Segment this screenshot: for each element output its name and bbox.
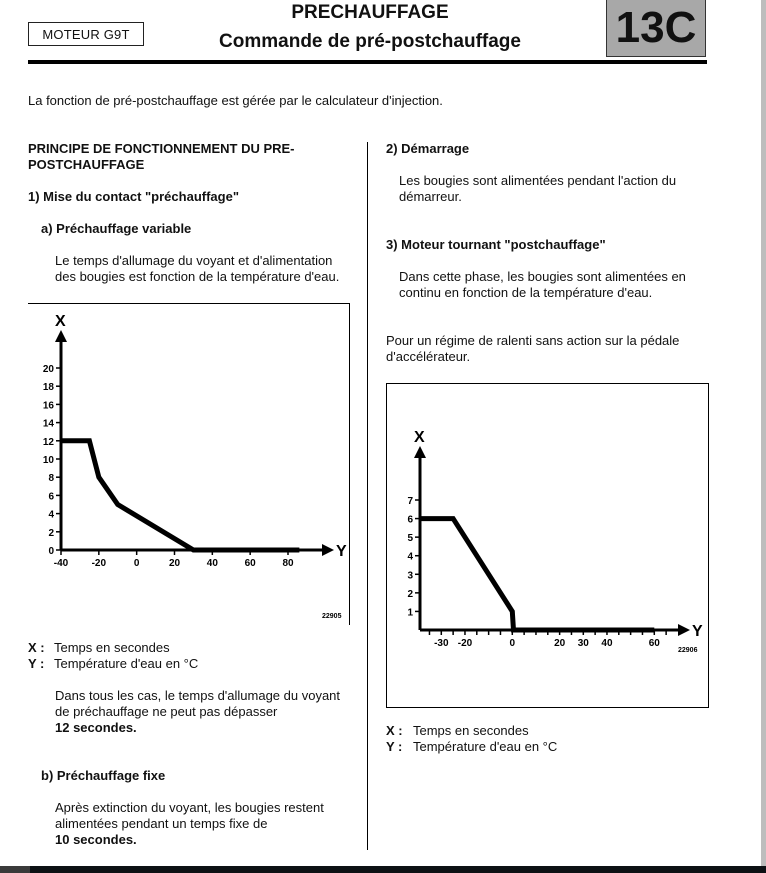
c2-y-tick-label: 7 — [407, 496, 413, 507]
engine-label: MOTEUR G9T — [28, 22, 144, 46]
c1-y-tick-label: 18 — [42, 382, 54, 394]
c1-x-tick-label: 0 — [133, 558, 140, 569]
chart2-y-axis-label: X — [414, 429, 425, 446]
legend-x-text: Temps en secondes — [413, 723, 529, 738]
legend-x-key: X : — [28, 640, 45, 655]
c2-y-tick-label: 1 — [407, 607, 413, 619]
c1-x-tick-label: 20 — [168, 558, 181, 569]
step2-line1: Les bougies sont alimentées pendant l'action du — [399, 173, 677, 188]
chart-postchauffage — [380, 380, 710, 710]
step2-title: 2) Démarrage — [386, 141, 470, 156]
c1-x-tick-label: -20 — [91, 558, 107, 569]
c1-y-tick-label: 2 — [48, 527, 54, 539]
legend-y-key: Y : — [386, 739, 403, 754]
c2-x-tick-label: 40 — [601, 638, 613, 649]
idle-line1: Pour un régime de ralenti sans action sur la pédale — [386, 333, 680, 348]
c1-x-tick-label: -40 — [53, 558, 69, 569]
c1-y-axis-arrow — [55, 330, 67, 342]
c1-x-tick-label: 60 — [244, 558, 256, 569]
c1-y-tick-label: 6 — [48, 491, 54, 503]
c2-x-axis-arrow — [678, 624, 690, 636]
taskbar — [0, 866, 766, 873]
c1-y-tick-label: 14 — [42, 418, 54, 430]
step1-title: 1) Mise du contact "préchauffage" — [28, 189, 239, 204]
c2-x-tick-label: -30 — [434, 638, 449, 649]
c2-x-tick-label: 30 — [577, 638, 589, 649]
section-heading-line2: POSTCHAUFFAGE — [28, 157, 145, 172]
c1-y-tick-label: 8 — [48, 473, 54, 485]
chart2-legend-y — [386, 739, 557, 755]
c2-x-tick-label: 60 — [648, 638, 660, 649]
c1-x-axis-arrow — [322, 544, 334, 556]
c1-y-tick-label: 20 — [42, 364, 54, 375]
legend-y-text: Température d'eau en °C — [54, 656, 199, 671]
chart1-y-axis-label: X — [55, 313, 66, 330]
c1-x-tick-label: 40 — [206, 558, 218, 569]
step1b-line2: alimentées pendant un temps fixe de — [55, 816, 268, 831]
note-line3: 12 secondes. — [55, 720, 137, 735]
c2-y-tick-label: 6 — [407, 514, 413, 526]
idle-line2: d'accélérateur. — [386, 349, 471, 364]
c2-x-tick-label: 0 — [509, 638, 516, 649]
column-divider — [367, 142, 368, 850]
step3-line2: continu en fonction de la température d'eau. — [399, 285, 653, 300]
step1b-title: b) Préchauffage fixe — [41, 768, 166, 783]
step1b-line3: 10 secondes. — [55, 832, 137, 847]
chart2-x-axis-label: Y — [692, 623, 703, 640]
header-rule — [28, 60, 707, 64]
step1b-line1: Après extinction du voyant, les bougies restent — [55, 800, 324, 815]
legend-x-key: X : — [386, 723, 403, 738]
chart-prechauffage-variable — [0, 300, 360, 630]
c1-y-tick-label: 0 — [48, 546, 54, 557]
chart1-legend-x — [28, 640, 170, 656]
chart2-legend-x — [386, 723, 529, 739]
step1a-title: a) Préchauffage variable — [41, 221, 192, 236]
c1-y-tick-label: 16 — [42, 400, 54, 412]
c2-x-tick-label: 20 — [554, 638, 566, 649]
c2-x-tick-label: -20 — [457, 638, 473, 649]
c2-y-tick-label: 4 — [407, 551, 413, 563]
section-code-badge: 13C — [606, 0, 706, 57]
note-line1: Dans tous les cas, le temps d'allumage du voyant — [55, 688, 341, 703]
note-line2: de préchauffage ne peut pas dépasser — [55, 704, 278, 719]
chart2-figure-id: 22906 — [678, 647, 698, 654]
c2-y-tick-label: 2 — [407, 588, 413, 600]
step3-title: 3) Moteur tournant "postchauffage" — [386, 237, 606, 252]
page-title: PRECHAUFFAGE — [291, 2, 449, 23]
chart1-figure-id: 22905 — [322, 613, 342, 620]
c1-y-tick-label: 10 — [42, 455, 54, 466]
c2-y-tick-label: 5 — [407, 533, 413, 545]
c1-series-line — [61, 441, 299, 550]
chart1-x-axis-label: Y — [336, 543, 347, 560]
intro-text: La fonction de pré-postchauffage est gérée par le calculateur d'injection. — [28, 93, 443, 108]
c2-series-line — [420, 519, 654, 630]
chart1-legend-y — [28, 656, 198, 672]
section-heading-line1: PRINCIPE DE FONCTIONNEMENT DU PRE- — [28, 141, 295, 156]
step2-line2: démarreur. — [399, 189, 462, 204]
step3-line1: Dans cette phase, les bougies sont alimentées en — [399, 269, 686, 284]
c1-y-tick-label: 12 — [42, 436, 54, 448]
step1a-text-line2: des bougies est fonction de la température d'eau. — [55, 269, 340, 284]
scrollbar[interactable] — [761, 0, 766, 873]
step1a-text-line1: Le temps d'allumage du voyant et d'alimentation — [55, 253, 333, 268]
c1-x-tick-label: 80 — [282, 558, 294, 569]
legend-y-text: Température d'eau en °C — [413, 739, 558, 754]
c2-y-tick-label: 3 — [407, 570, 413, 582]
legend-y-key: Y : — [28, 656, 45, 671]
legend-x-text: Temps en secondes — [54, 640, 170, 655]
taskbar-start[interactable] — [0, 866, 30, 873]
c2-y-axis-arrow — [414, 446, 426, 458]
page-subtitle: Commande de pré-postchauffage — [219, 31, 521, 52]
c1-y-tick-label: 4 — [48, 509, 54, 521]
